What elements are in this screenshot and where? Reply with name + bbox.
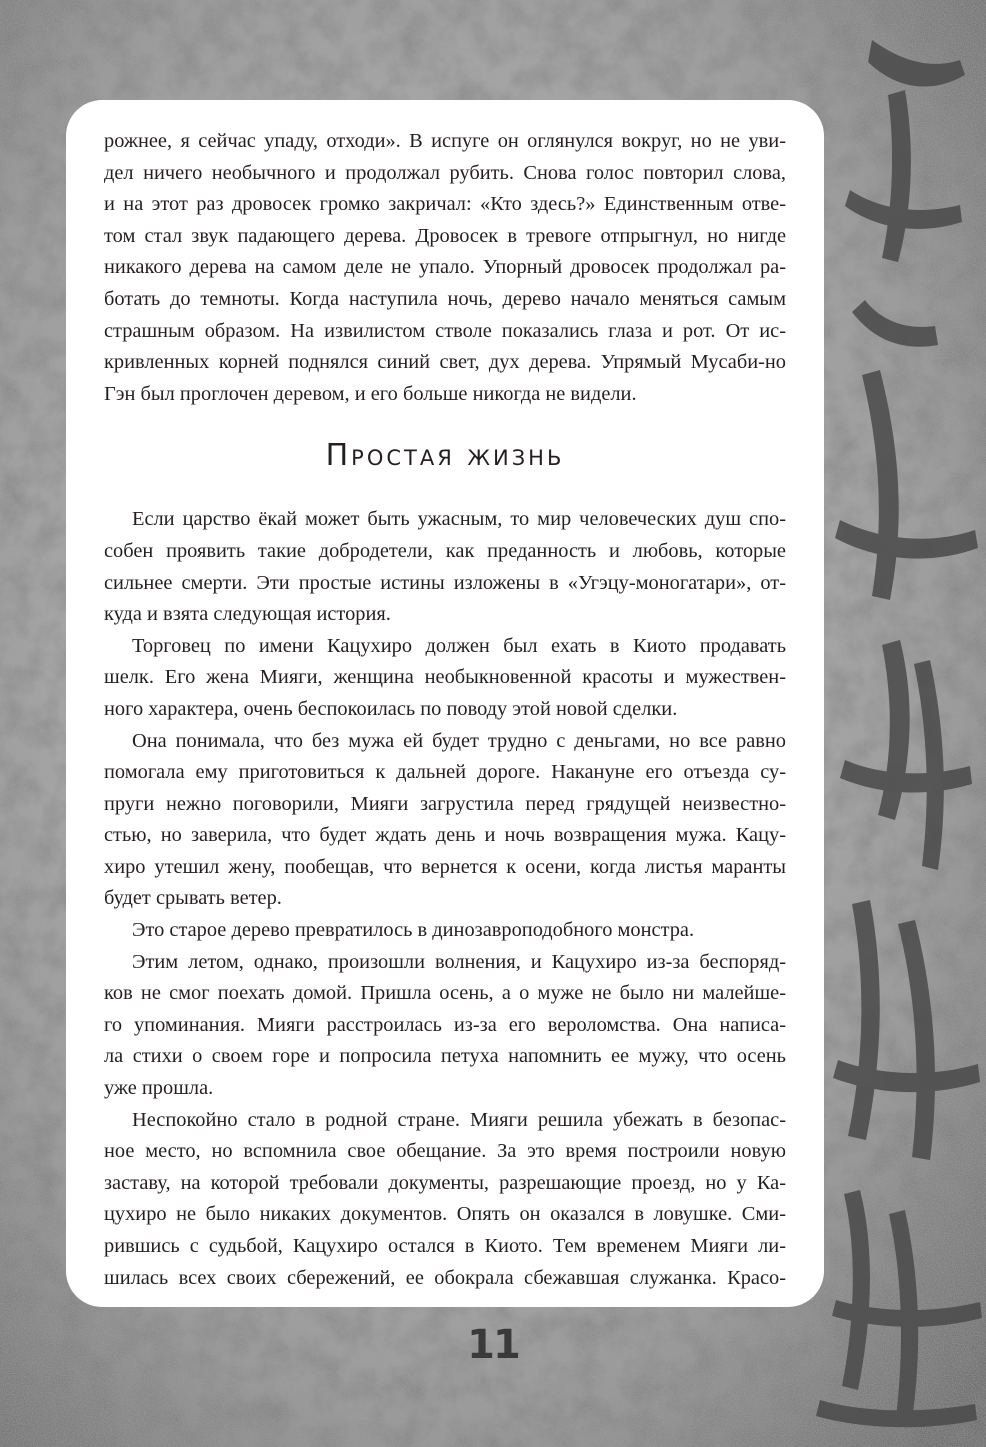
text-panel bbox=[66, 100, 824, 1307]
text-line: хиро утешил жену, пообещав, что вернется к осени, когда листья маранты bbox=[104, 855, 786, 878]
text-line: Торговец по имени Кацухиро должен был ехать в Киото продавать bbox=[132, 634, 786, 657]
text-line: Если царство ёкай может быть ужасным, то мир человеческих душ спо- bbox=[132, 508, 786, 531]
text-line: ного характера, очень беспокоилась по поводу этой новой сделки. bbox=[104, 697, 678, 720]
text-line: цухиро не было никаких документов. Опять он оказался в ловушке. Сми- bbox=[104, 1203, 786, 1226]
text-line: стью, но заверила, что будет ждать день и ночь возвращения мужа. Кацу- bbox=[104, 824, 786, 847]
text-line: го упоминания. Мияги расстроилась из-за его вероломства. Она написа- bbox=[104, 1013, 786, 1036]
page-number: 11 bbox=[467, 1322, 519, 1368]
text-line: будет срывать ветер. bbox=[104, 887, 282, 910]
text-line: Это старое дерево превратилось в динозавроподобного монстра. bbox=[132, 919, 695, 942]
text-line: дел ничего необычного и продолжал рубить. Снова голос повторил слова, bbox=[104, 161, 786, 184]
intro-paragraph bbox=[104, 126, 786, 410]
text-line: ботать до темноты. Когда наступила ночь, дерево начало меняться самым bbox=[104, 287, 786, 310]
text-line: шелк. Его жена Мияги, женщина необыкновенной красоты и мужествен- bbox=[104, 666, 786, 689]
text-line: сильнее смерти. Эти простые истины изложены в «Угэцу-моногатари», от- bbox=[104, 571, 786, 594]
text-line: кривленных корней поднялся синий свет, дух дерева. Упрямый Мусаби-но bbox=[104, 351, 786, 374]
text-line: том стал звук падающего дерева. Дровосек в тревоге отпрыгнул, но нигде bbox=[104, 224, 786, 247]
text-line: Этим летом, однако, произошли волнения, и Кацухиро из-за беспоряд- bbox=[132, 950, 786, 973]
text-line: собен проявить такие добродетели, как преданность и любовь, которые bbox=[104, 539, 786, 562]
text-line: рившись с судьбой, Кацухиро остался в Киото. Тем временем Мияги ли- bbox=[104, 1235, 786, 1257]
text-line: рожнее, я сейчас упаду, отходи». В испуге он оглянулся вокруг, но не уви- bbox=[104, 130, 786, 152]
text-line: никакого дерева на самом деле не упало. Упорный дровосек продолжал ра- bbox=[104, 256, 786, 279]
section-heading: Простая жизнь bbox=[325, 438, 565, 474]
text-line: Гэн был проглочен деревом, и его больше никогда не видели. bbox=[104, 382, 637, 405]
text-line: уже прошла. bbox=[104, 1077, 214, 1100]
text-line: помогала ему приготовиться к дальней дороге. Накануне его отъезда су- bbox=[104, 761, 786, 784]
text-line: страшным образом. На извилистом стволе показались глаза и рот. От ис- bbox=[104, 319, 786, 342]
text-line: Она понимала, что без мужа ей будет трудно с деньгами, но все равно bbox=[132, 729, 786, 752]
text-line: Неспокойно стало в родной стране. Мияги решила убежать в безопас- bbox=[132, 1108, 786, 1131]
text-line: ков не смог поехать домой. Пришла осень, а о муже не было ни малейше- bbox=[104, 982, 786, 1005]
text-line: куда и взята следующая история. bbox=[104, 603, 391, 626]
text-line: заставу, на которой требовали документы, разрешающие проезд, но у Ка- bbox=[104, 1171, 786, 1194]
text-line: ла стихи о своем горе и попросила петуха напомнить ее мужу, что осень bbox=[104, 1045, 786, 1068]
text-line: шилась всех своих сбережений, ее обокрала сбежавшая служанка. Красо- bbox=[104, 1266, 786, 1289]
text-line: и на этот раз дровосек громко закричал: «Кто здесь?» Единственным отве- bbox=[104, 193, 786, 216]
text-line: ное место, но вспомнила свое обещание. За это время построили новую bbox=[104, 1140, 786, 1163]
text-line: пруги нежно поговорили, Мияги загрустила перед грядущей неизвестно- bbox=[104, 792, 786, 815]
main-text bbox=[104, 504, 786, 1294]
